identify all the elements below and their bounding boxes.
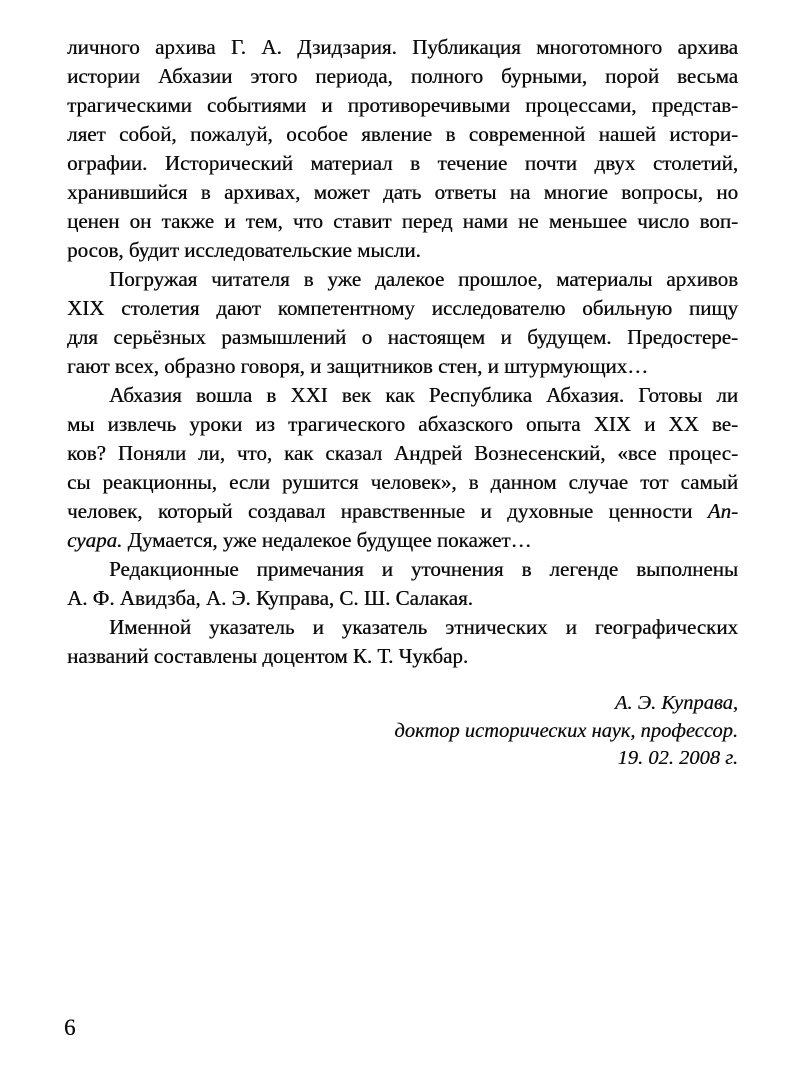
signature-line: 19. 02. 2008 г.: [617, 747, 738, 769]
text-line: ографии. Исторический материал в течение почти двух столетий,: [67, 151, 738, 175]
text-line: личного архива Г. А. Дзидзария. Публикация многотомного архива: [67, 35, 738, 59]
signature-line: доктор исторических наук, профессор.: [394, 719, 738, 742]
text-line: сы реакционны, если рушится человек», в данном случае тот самый: [67, 470, 738, 494]
text-line: Редакционные примечания и уточнения в легенде выполнены: [109, 557, 738, 581]
text-line: названий составлены доцентом К. Т. Чукбар.: [67, 644, 469, 668]
paragraph: [67, 555, 738, 613]
text-line: Погружая читателя в уже далекое прошлое, материалы архивов: [109, 267, 738, 291]
italic-term: Ап-: [707, 499, 738, 523]
text-line: для серьёзных размышлений о настоящем и будущем. Предостере-: [67, 325, 738, 349]
text-line: суара. Думается, уже недалекое будущее покажет…: [67, 528, 532, 552]
body-text: [67, 33, 738, 671]
text-line: Абхазия вошла в XXI век как Республика Абхазия. Готовы ли: [109, 383, 738, 407]
text-line: хранившийся в архивах, может дать ответы на многие вопросы, но: [67, 180, 738, 204]
text-line: мы извлечь уроки из трагического абхазского опыта XIX и XX ве-: [67, 412, 738, 436]
signature-line: А. Э. Куправа,: [614, 692, 738, 714]
text-line: ценен он также и тем, что ставит перед нами не меньшее число воп-: [67, 209, 738, 233]
text-line: истории Абхазии этого периода, полного бурными, порой весьма: [67, 64, 738, 88]
signature-block: [394, 690, 738, 773]
paragraph: [67, 381, 738, 555]
paragraph: [67, 265, 738, 381]
text-line: гают всех, образно говоря, и защитников стен, и штурмующих…: [67, 354, 649, 378]
text-line: ков? Поняли ли, что, как сказал Андрей Вознесенский, «все процес-: [67, 441, 738, 465]
italic-term: суара.: [67, 528, 123, 552]
text-line: человек, который создавал нравственные и духовные ценности Ап-: [67, 499, 738, 523]
text-line: трагическими событиями и противоречивыми процессами, представ-: [67, 93, 738, 117]
paragraph: [67, 613, 738, 671]
text-line: росов, будит исследовательские мысли.: [67, 238, 421, 262]
text-line: Именной указатель и указатель этнических и географических: [109, 615, 738, 639]
paragraph: [67, 33, 738, 265]
text-line: ляет собой, пожалуй, особое явление в современной нашей истори-: [67, 122, 738, 146]
text-line: А. Ф. Авидзба, А. Э. Куправа, С. Ш. Салакая.: [67, 586, 473, 610]
text-line: XIX столетия дают компетентному исследователю обильную пищу: [67, 296, 738, 320]
page-number: 6: [64, 1015, 76, 1040]
